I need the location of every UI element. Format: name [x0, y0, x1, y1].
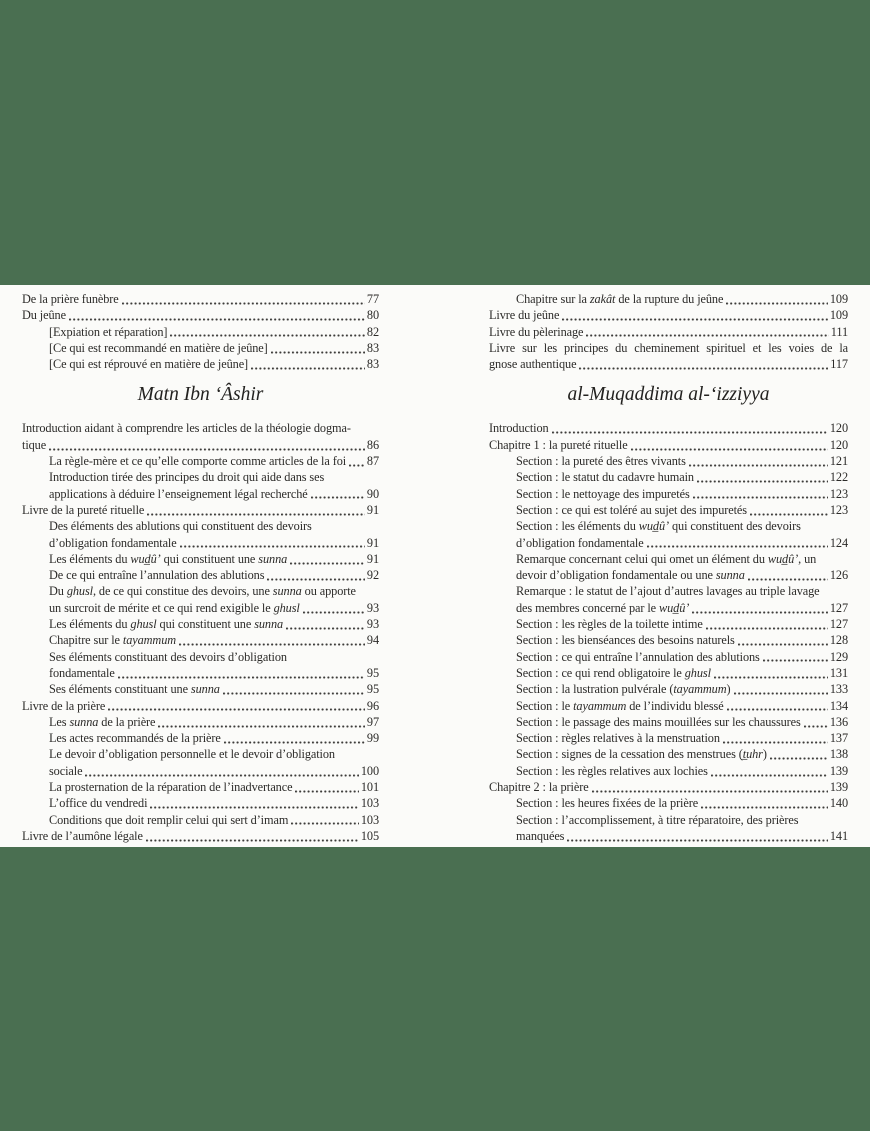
toc-entry-text: Section : signes de la cessation des menstrues (t̲uhr) [516, 747, 767, 762]
toc-entry [22, 356, 379, 372]
page-number: 123 [829, 486, 848, 501]
toc-entry [489, 307, 848, 323]
dots-leader [122, 302, 365, 305]
dots-leader [158, 725, 364, 728]
dots-leader [804, 725, 828, 728]
dots-leader [714, 676, 828, 679]
dots-leader [579, 367, 828, 370]
dots-leader [170, 334, 365, 337]
toc-entry-text: Section : le tayammum de l’individu blessé [516, 698, 724, 713]
page-number: 109 [829, 292, 848, 306]
dots-leader [295, 790, 358, 793]
toc-entry-text: un surcroit de mérite et ce qui rend exigible le ghusl [49, 600, 300, 615]
page-number: 86 [366, 437, 379, 452]
dots-leader [291, 822, 359, 825]
toc-entry [489, 324, 848, 340]
page-number: 122 [829, 470, 848, 485]
page-number: 95 [366, 682, 379, 697]
toc-entry-text: La prosternation de la réparation de l’inadvertance [49, 780, 293, 795]
toc-entry-text: Livre sur les principes du cheminement spirituel et les voies de la [489, 340, 848, 355]
toc-entry [22, 324, 379, 340]
page-number: 126 [829, 568, 848, 583]
dots-leader [251, 367, 365, 370]
toc-entry [489, 746, 848, 762]
toc-entry-text: manquées [516, 828, 565, 843]
toc-entry-text: d’obligation fondamentale [49, 535, 177, 550]
toc-entry [489, 649, 848, 665]
toc-entry [22, 469, 379, 502]
toc-entry [22, 518, 379, 551]
dots-leader [108, 708, 365, 711]
toc-entry [22, 567, 379, 583]
page-number: 103 [360, 812, 379, 827]
toc-entry-text: Du ghusl, de ce qui constitue des devoirs, une sunna ou apporte [49, 584, 356, 599]
page-number: 105 [360, 828, 379, 843]
dots-leader [689, 464, 828, 467]
toc-entry [489, 469, 848, 485]
dots-leader [567, 839, 827, 842]
toc-entry-text: gnose authentique [489, 357, 577, 372]
toc-entry-text: Les éléments du ghusl qui constituent une sunna [49, 617, 284, 632]
dots-leader [118, 676, 365, 679]
toc-entry [22, 420, 379, 453]
toc-entry [22, 714, 379, 730]
toc-entry [22, 649, 379, 682]
toc-entry [22, 795, 379, 811]
page-number: 120 [829, 421, 848, 436]
toc-entry-text: applications à déduire l’enseignement légal recherché [49, 486, 308, 501]
page-number: 94 [366, 633, 379, 648]
page-number: 103 [360, 796, 379, 811]
toc-entry [22, 681, 379, 697]
dots-leader [763, 659, 828, 662]
toc-entry-text: Section : le statut du cadavre humain [516, 470, 694, 485]
toc-entry-text: sociale [49, 763, 83, 778]
dots-leader [726, 302, 828, 305]
dots-leader [290, 562, 365, 565]
toc-entry [489, 681, 848, 697]
toc-entry-text: Section : ce qui entraîne l’annulation des ablutions [516, 649, 760, 664]
toc-entry [22, 730, 379, 746]
toc-entry-text: fondamentale [49, 665, 115, 680]
toc-entry-text: Section : les règles de la toilette intime [516, 617, 703, 632]
toc-column-right [489, 291, 848, 844]
toc-entry-text: Chapitre sur le tayammum [49, 633, 177, 648]
page-number: 96 [366, 698, 379, 713]
toc-entry-text: Les sunna de la prière [49, 714, 156, 729]
dots-leader [224, 741, 365, 744]
dots-leader [552, 431, 828, 434]
toc-entry-text: Chapitre 1 : la pureté rituelle [489, 437, 628, 452]
page-number: 87 [366, 454, 379, 469]
dots-leader [69, 318, 365, 321]
toc-entry-text: Livre de l’aumône légale [22, 828, 143, 843]
toc-entry-text: Du jeûne [22, 308, 66, 323]
page-number: 99 [366, 731, 379, 746]
page-number: 93 [366, 617, 379, 632]
toc-entry-text: [Expiation et réparation] [49, 324, 168, 339]
toc-entry-text: Remarque : le statut de l’ajout d’autres lavages au triple lavage [516, 584, 820, 599]
toc-entry-text: Livre du pèlerinage [489, 324, 584, 339]
toc-entry-text: [Ce qui est réprouvé en matière de jeûne] [49, 357, 249, 372]
dots-leader [586, 334, 828, 337]
dots-leader [147, 513, 365, 516]
toc-entry-text: Livre du jeûne [489, 308, 560, 323]
toc-entry-text: tique [22, 437, 47, 452]
page-number: 131 [829, 665, 848, 680]
page-number: 95 [366, 665, 379, 680]
toc-entry [489, 437, 848, 453]
page-number: 129 [829, 649, 848, 664]
dots-leader [150, 806, 358, 809]
page-number: 77 [366, 292, 379, 306]
toc-entry-text: Section : les heures fixées de la prière [516, 796, 699, 811]
toc-entry [22, 779, 379, 795]
toc-entry-text: Le devoir d’obligation personnelle et le devoir d’obligation [49, 747, 335, 762]
dots-leader [727, 708, 828, 711]
toc-entry [489, 486, 848, 502]
toc-entry-text: Ses éléments constituant des devoirs d’obligation [49, 649, 287, 664]
toc-entry-text: Livre de la pureté rituelle [22, 502, 145, 517]
dots-leader [692, 611, 828, 614]
page-number: 100 [360, 763, 379, 778]
page-number: 139 [829, 780, 848, 795]
page-number: 140 [829, 796, 848, 811]
toc-entry-text: d’obligation fondamentale [516, 535, 644, 550]
dots-leader [179, 643, 365, 646]
dots-leader [180, 545, 365, 548]
toc-entry [489, 502, 848, 518]
page-number: 109 [829, 308, 848, 323]
dots-leader [693, 496, 828, 499]
toc-entry [22, 583, 379, 616]
dots-leader [711, 774, 828, 777]
page-number: 82 [366, 324, 379, 339]
dots-leader [631, 448, 828, 451]
toc-entry [22, 307, 379, 323]
toc-entry-text: des membres concerné par le wud̲û’ [516, 600, 690, 615]
toc-entry-text: Conditions que doit remplir celui qui sert d’imam [49, 812, 289, 827]
page-number: 139 [829, 763, 848, 778]
toc-entry-text: Chapitre sur la zakât de la rupture du jeûne [516, 292, 724, 306]
toc-entry-text: Section : le passage des mains mouillées sur les chaussures [516, 714, 801, 729]
page-number: 111 [830, 324, 848, 339]
dots-leader [723, 741, 828, 744]
toc-entry [489, 518, 848, 551]
dots-leader [303, 611, 365, 614]
dots-leader [286, 627, 365, 630]
toc-entry [489, 763, 848, 779]
toc-entry-text: Les actes recommandés de la prière [49, 731, 221, 746]
dots-leader [267, 578, 364, 581]
dots-leader [146, 839, 359, 842]
page-number: 120 [829, 437, 848, 452]
toc-entry-text: Des éléments des ablutions qui constituent des devoirs [49, 519, 312, 534]
dots-leader [349, 464, 365, 467]
page-number: 92 [366, 568, 379, 583]
toc-entry [489, 812, 848, 845]
toc-entry [22, 616, 379, 632]
toc-entry [489, 714, 848, 730]
toc-entry [489, 453, 848, 469]
page-number: 90 [366, 486, 379, 501]
page-number: 127 [829, 600, 848, 615]
toc-entry [489, 665, 848, 681]
toc-entry-text: Section : règles relatives à la menstruation [516, 731, 720, 746]
page-number: 91 [366, 502, 379, 517]
dots-leader [734, 692, 828, 695]
toc-entry-text: Section : les bienséances des besoins naturels [516, 633, 735, 648]
toc-entry [22, 812, 379, 828]
toc-entry-text: Introduction aidant à comprendre les articles de la théologie dogma- [22, 421, 351, 436]
toc-entry-text: Section : la pureté des êtres vivants [516, 454, 686, 469]
toc-entry [489, 551, 848, 584]
toc-entry-text: De ce qui entraîne l’annulation des ablutions [49, 568, 265, 583]
toc-entry-text: Introduction [489, 421, 549, 436]
toc-entry [489, 779, 848, 795]
toc-entry [489, 340, 848, 373]
page-number: 134 [829, 698, 848, 713]
dots-leader [592, 790, 828, 793]
toc-entry [489, 616, 848, 632]
toc-entry [489, 420, 848, 436]
toc-entry [489, 730, 848, 746]
part-heading: al-Muqaddima al-‘izziyya [567, 384, 770, 406]
dots-leader [271, 351, 365, 354]
dots-leader [85, 774, 358, 777]
page-number: 97 [366, 714, 379, 729]
toc-entry-text: Section : les règles relatives aux lochies [516, 763, 708, 778]
toc-entry-text: Les éléments du wud̲û’ qui constituent une sunna [49, 551, 288, 566]
toc-entry-text: Remarque concernant celui qui omet un élément du wud̲û’, un [516, 551, 817, 566]
toc-entry-text: La règle-mère et ce qu’elle comporte comme articles de la foi [49, 454, 347, 469]
toc-entry-text: Livre de la prière [22, 698, 106, 713]
page-number: 127 [829, 617, 848, 632]
toc-entry-text: Introduction tirée des principes du droit qui aide dans ses [49, 470, 325, 485]
page-number: 128 [829, 633, 848, 648]
toc-entry [22, 340, 379, 356]
page-number: 93 [366, 600, 379, 615]
toc-entry [22, 291, 379, 307]
toc-entry-text: Section : ce qui est toléré au sujet des impuretés [516, 502, 747, 517]
toc-entry-text: De la prière funèbre [22, 292, 119, 306]
toc-entry-text: Section : ce qui rend obligatoire le ghusl [516, 665, 711, 680]
page-number: 138 [829, 747, 848, 762]
part-heading: Matn Ibn ‘Âshir [137, 384, 264, 406]
toc-entry-text: Section : l’accomplissement, à titre réparatoire, des prières [516, 812, 799, 827]
book-spread [0, 285, 870, 847]
toc-entry-text: devoir d’obligation fondamentale ou une sunna [516, 568, 745, 583]
dots-leader [311, 496, 365, 499]
page-number: 80 [366, 308, 379, 323]
toc-entry [489, 795, 848, 811]
toc-entry-text: Ses éléments constituant une sunna [49, 682, 220, 697]
page-number: 137 [829, 731, 848, 746]
dots-leader [706, 627, 828, 630]
dots-leader [738, 643, 828, 646]
page-number: 83 [366, 357, 379, 372]
toc-entry-text: [Ce qui est recommandé en matière de jeûne] [49, 340, 268, 355]
toc-entry-text: Chapitre 2 : la prière [489, 780, 589, 795]
toc-column-left [22, 291, 379, 844]
toc-entry-text: L’office du vendredi [49, 796, 148, 811]
page-number: 123 [829, 502, 848, 517]
toc-entry [22, 551, 379, 567]
dots-leader [770, 757, 828, 760]
dots-leader [562, 318, 828, 321]
page-number: 91 [366, 535, 379, 550]
toc-entry-text: Section : la lustration pulvérale (tayammum) [516, 682, 731, 697]
dots-leader [647, 545, 828, 548]
page-number: 91 [366, 551, 379, 566]
dots-leader [748, 578, 828, 581]
dots-leader [223, 692, 365, 695]
page-number: 121 [829, 454, 848, 469]
toc-entry-text: Section : le nettoyage des impuretés [516, 486, 690, 501]
toc-entry [22, 698, 379, 714]
toc-entry [489, 291, 848, 307]
page-number: 124 [829, 535, 848, 550]
page-number: 83 [366, 340, 379, 355]
page-number: 101 [360, 780, 379, 795]
toc-entry [489, 632, 848, 648]
page-number: 117 [830, 357, 848, 372]
toc-entry [22, 632, 379, 648]
page-number: 133 [829, 682, 848, 697]
toc-entry [22, 453, 379, 469]
dots-leader [49, 448, 365, 451]
toc-entry [489, 583, 848, 616]
dots-leader [701, 806, 828, 809]
dots-leader [750, 513, 828, 516]
page-number: 136 [829, 714, 848, 729]
toc-entry-text: Section : les éléments du wud̲û’ qui constituent des devoirs [516, 519, 801, 534]
toc-entry [22, 746, 379, 779]
toc-entry [489, 698, 848, 714]
toc-entry [22, 502, 379, 518]
dots-leader [697, 480, 828, 483]
page-number: 141 [829, 828, 848, 843]
toc-entry [22, 828, 379, 844]
